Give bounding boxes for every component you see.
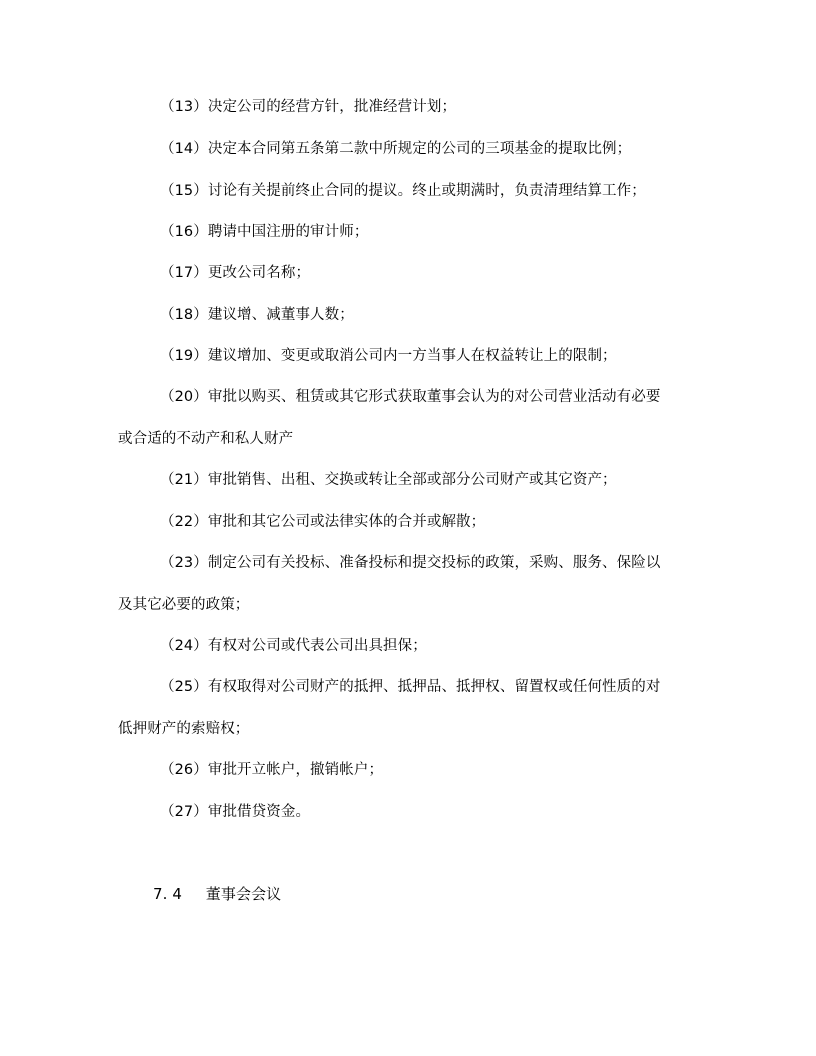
clause-25-continuation: 低押财产的索赔权； (118, 721, 250, 737)
clause-22: （22）审批和其它公司或法律实体的合并或解散； (160, 514, 486, 530)
clause-17: （17）更改公司名称； (160, 265, 311, 281)
section-title: 董事会会议 (205, 885, 282, 903)
clause-19: （19）建议增加、变更或取消公司内一方当事人在权益转让上的限制； (160, 348, 617, 364)
clause-24: （24）有权对公司或代表公司出具担保； (160, 638, 427, 654)
clause-14: （14）决定本合同第五条第二款中所规定的公司的三项基金的提取比例； (160, 141, 632, 157)
clause-27: （27）审批借贷资金。 (160, 804, 311, 820)
clause-18: （18）建议增、减董事人数； (160, 307, 354, 323)
clause-16: （16）聘请中国注册的审计师； (160, 224, 369, 240)
section-heading (153, 884, 281, 904)
clause-25: （25）有权取得对公司财产的抵押、抵押品、抵押权、留置权或任何性质的对 (160, 679, 661, 695)
clause-20-continuation: 或合适的不动产和私人财产 (118, 431, 294, 447)
clause-20: （20）审批以购买、租赁或其它形式获取董事会认为的对公司营业活动有必要 (160, 389, 661, 405)
clause-23-continuation: 及其它必要的政策； (118, 597, 250, 613)
section-number: 7. 4 (153, 885, 183, 903)
clause-21: （21）审批销售、出租、交换或转让全部或部分公司财产或其它资产； (160, 472, 617, 488)
clause-15: （15）讨论有关提前终止合同的提议。终止或期满时，负责清理结算工作； (160, 183, 646, 199)
clause-23: （23）制定公司有关投标、准备投标和提交投标的政策，采购、服务、保险以 (160, 555, 661, 571)
clause-26: （26）审批开立帐户，撤销帐户； (160, 762, 384, 778)
clause-13: （13）决定公司的经营方针，批准经营计划； (160, 99, 457, 115)
